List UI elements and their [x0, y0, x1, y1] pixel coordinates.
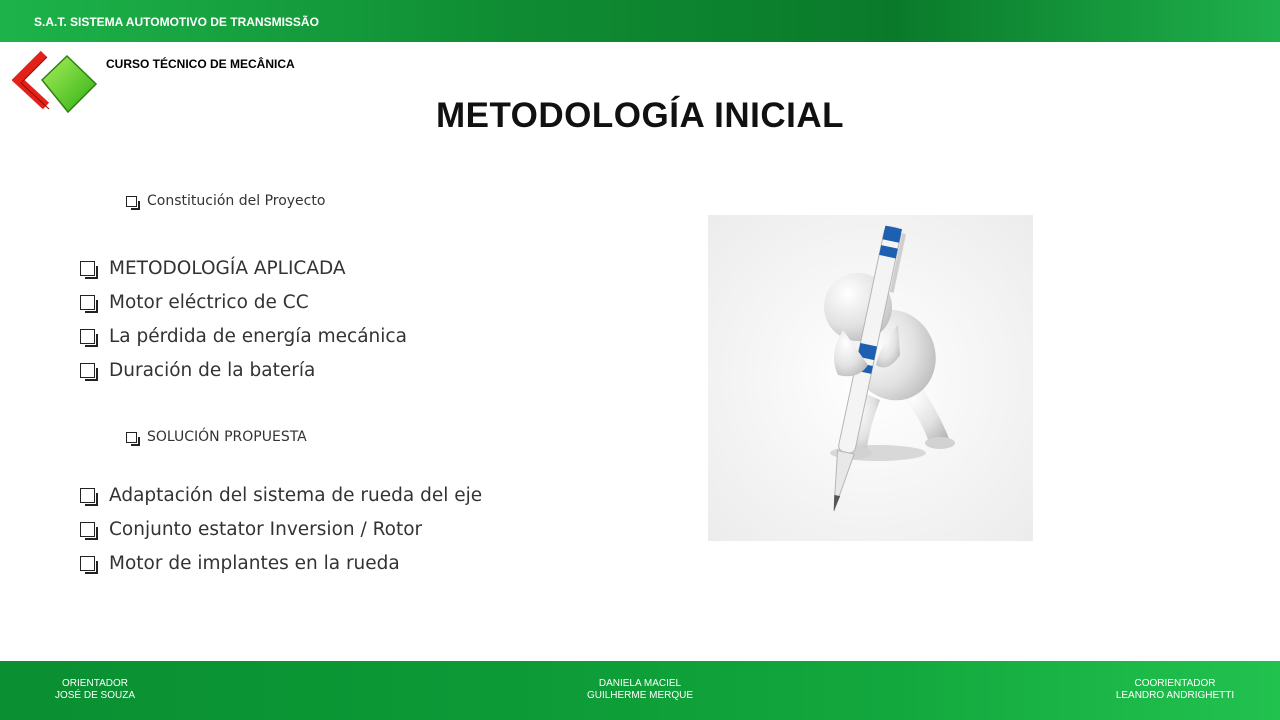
- checkbox-bullet-icon: [80, 329, 95, 344]
- bullet-text: La pérdida de energía mecánica: [109, 326, 407, 347]
- bullet-text: METODOLOGÍA APLICADA: [109, 258, 346, 279]
- checkbox-bullet-icon: [80, 522, 95, 537]
- bullet-text: Constitución del Proyecto: [147, 193, 326, 209]
- author-1: DANIELA MACIEL: [598, 678, 682, 689]
- checkbox-bullet-icon: [126, 196, 137, 207]
- bullet-item: [80, 553, 400, 574]
- course-name: CURSO TÉCNICO DE MECÂNICA: [106, 57, 295, 71]
- bullet-text: SOLUCIÓN PROPUESTA: [147, 429, 307, 445]
- advisor-role: ORIENTADOR: [62, 678, 128, 689]
- coadvisor-role: COORIENTADOR: [1134, 678, 1216, 689]
- footer-right: [1090, 678, 1260, 702]
- top-bar: [0, 0, 1280, 42]
- bullet-text: Motor eléctrico de CC: [109, 292, 309, 313]
- checkbox-bullet-icon: [126, 432, 137, 443]
- bullet-item: [80, 519, 422, 540]
- advisor-name: JOSÉ DE SOUZA: [54, 690, 135, 701]
- bullet-item: [80, 326, 407, 347]
- bullet-text: Conjunto estator Inversion / Rotor: [109, 519, 423, 540]
- section-bullet-solucion: [126, 429, 307, 445]
- footer-center: [565, 678, 715, 702]
- bullet-text: Adaptación del sistema de rueda del eje: [109, 485, 483, 506]
- organization-title: S.A.T. SISTEMA AUTOMOTIVO DE TRANSMISSÃO: [34, 15, 319, 29]
- bullet-text: Motor de implantes en la rueda: [109, 553, 400, 574]
- checkbox-bullet-icon: [80, 363, 95, 378]
- checkbox-bullet-icon: [80, 488, 95, 503]
- section-bullet-constitucion: [126, 193, 325, 209]
- author-2: GUILHERME MERQUE: [586, 690, 694, 701]
- bullet-item: [80, 292, 309, 313]
- coadvisor-name: LEANDRO ANDRIGHETTI: [1115, 690, 1235, 701]
- checkbox-bullet-icon: [80, 261, 95, 276]
- bullet-item: [80, 485, 482, 506]
- figure-with-pen-icon: [708, 215, 1033, 541]
- bullet-item: [80, 258, 346, 279]
- checkbox-bullet-icon: [80, 295, 95, 310]
- footer-left: [20, 678, 170, 702]
- bullet-text: Duración de la batería: [109, 360, 316, 381]
- slide-title: METODOLOGÍA INICIAL: [435, 96, 845, 135]
- checkbox-bullet-icon: [80, 556, 95, 571]
- bullet-item: [80, 360, 315, 381]
